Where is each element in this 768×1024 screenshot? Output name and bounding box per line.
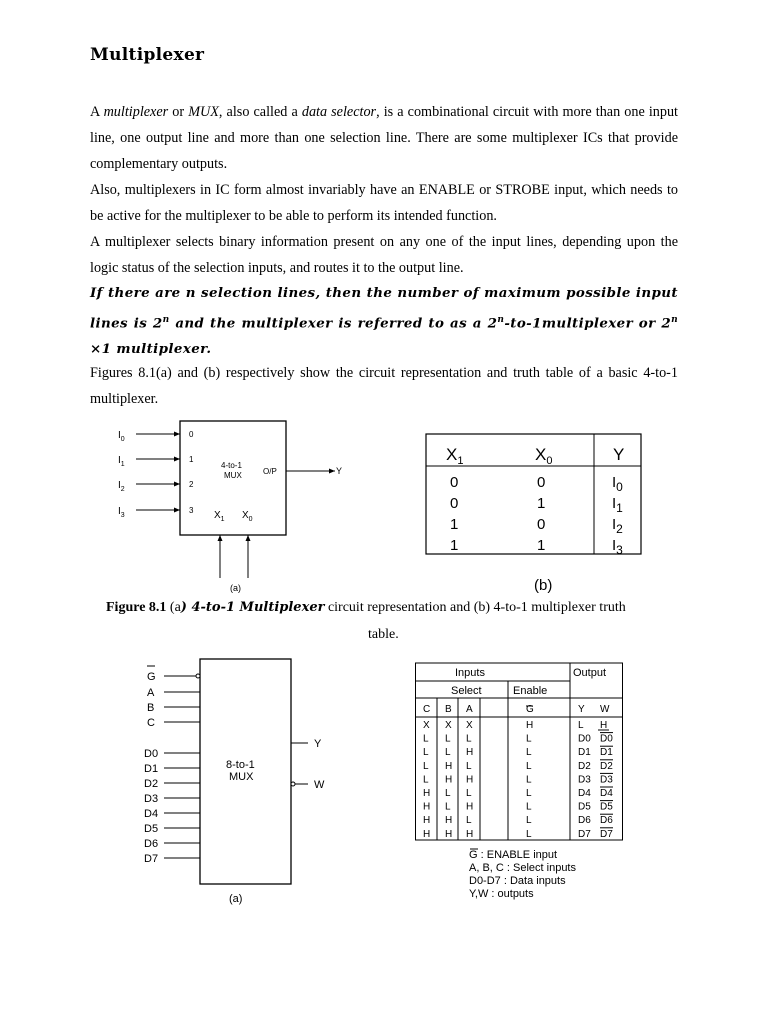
input-i3-label: $I_3$: [118, 506, 125, 519]
header-inputs: Inputs: [455, 667, 485, 679]
pin-1-label: 1: [189, 455, 194, 464]
output-w-inversion-bubble: [291, 782, 295, 786]
mux-input-lines: [136, 432, 180, 513]
table-cell: D4: [600, 788, 613, 799]
row2-x1: 0: [450, 495, 459, 512]
table-cell: D1: [578, 747, 591, 759]
table-row: [423, 773, 613, 785]
table-cell: L: [466, 760, 472, 772]
figure-8-2a-mux-diagram: [140, 655, 340, 910]
select-x0-label: $X_0$: [242, 510, 253, 523]
figure-8-1a-label: (a): [230, 583, 241, 593]
table-cell: L: [526, 828, 532, 840]
header-enable: Enable: [513, 685, 548, 697]
table-cell: H: [466, 801, 474, 813]
table-row: [423, 733, 613, 745]
header-y: Y: [613, 445, 625, 464]
mux8-input-lines: [164, 676, 200, 858]
output-y-label: Y: [336, 466, 343, 476]
input-b-label: B: [147, 702, 155, 714]
table-cell: L: [423, 774, 429, 786]
input-d3-label: D3: [144, 793, 159, 805]
table-cell: D5: [600, 801, 613, 813]
table-row: [423, 801, 613, 813]
table-cell: D5: [578, 801, 591, 813]
table-cell: D6: [600, 815, 613, 827]
header-x1: $X_1$: [446, 445, 464, 467]
table-cell: D7: [600, 828, 613, 840]
table-cell: L: [423, 733, 429, 745]
col-w: W: [600, 704, 610, 715]
col-g: G: [526, 704, 534, 715]
input-c-label: C: [147, 717, 155, 729]
figure-8-1b-truth-table: [425, 432, 645, 597]
body-text: [90, 99, 678, 281]
output-w-label: W: [314, 779, 325, 791]
pin-0-label: 0: [189, 430, 194, 439]
table-cell: H: [600, 720, 608, 731]
table-cell: L: [526, 788, 532, 799]
select-x1-arrow: [218, 535, 223, 541]
table-cell: D3: [600, 774, 613, 786]
table-cell: D2: [600, 760, 613, 772]
figure-8-2a-label: (a): [229, 893, 243, 905]
truth-table-frame: [426, 434, 641, 554]
table-cell: D2: [578, 760, 591, 772]
table-cell: H: [466, 774, 474, 786]
input-a-label: A: [147, 687, 155, 699]
input-d5-label: D5: [144, 823, 159, 835]
table-cell: D1: [600, 747, 613, 759]
function-table-column-headers: [423, 704, 610, 715]
legend-line-2: A, B, C : Select inputs: [469, 862, 576, 874]
table-cell: L: [445, 733, 451, 745]
table-cell: D4: [578, 788, 591, 799]
input-i0-label: $I_0$: [118, 430, 125, 443]
table-cell: L: [526, 774, 532, 786]
select-x0-arrow: [246, 535, 251, 541]
output-y-label: Y: [314, 738, 322, 750]
table-cell: L: [423, 747, 429, 759]
legend-line-3: D0-D7 : Data inputs: [469, 875, 566, 887]
row3-x1: 1: [450, 516, 459, 533]
legend-line-4: Y,W : outputs: [469, 888, 534, 900]
emphasis-paragraph: If there are n selection lines, then the number of maximum possible input lines is 2$^n$ and the multiplexer is referred to as a 2$^n$-to-1multiplexer or $2^n \times 1$ multiplexer.: [90, 285, 679, 358]
output-arrow: [329, 469, 335, 474]
table-cell: D0: [578, 733, 591, 745]
input-d2-label: D2: [144, 778, 159, 790]
table-cell: L: [526, 733, 532, 745]
mux8-label-line2: MUX: [229, 771, 254, 783]
table-row: [423, 720, 609, 731]
header-x0: $X_0$: [535, 445, 553, 467]
table-cell: L: [466, 788, 472, 799]
paragraph-4: Figures 8.1(a) and (b) respectively show the circuit representation and truth table of a basic 4-to-1 multiplexer.: [90, 365, 678, 407]
table-cell: L: [445, 801, 451, 813]
table-cell: H: [423, 828, 431, 840]
table-cell: X: [466, 720, 473, 731]
table-cell: L: [423, 760, 429, 772]
table-cell: L: [466, 815, 472, 827]
row4-x1: 1: [450, 537, 459, 554]
select-x1-label: $X_1$: [214, 510, 225, 523]
header-output: Output: [573, 667, 607, 679]
pin-3-label: 3: [189, 506, 194, 515]
input-g-label: G: [147, 671, 156, 683]
output-op-label: O/P: [263, 467, 277, 476]
table-cell: X: [445, 720, 452, 731]
block-label-line1: 4-to-1: [221, 461, 242, 470]
table-cell: L: [466, 733, 472, 745]
input-d7-label: D7: [144, 853, 159, 865]
table-cell: L: [445, 747, 451, 759]
table-cell: L: [526, 801, 532, 813]
row1-x1: 0: [450, 474, 459, 491]
input-d4-label: D4: [144, 808, 159, 820]
paragraph-3: A multiplexer selects binary information present on any one of the input lines, depending upon the logic status of the selection inputs, and routes it to the output line.: [90, 234, 678, 276]
enable-inversion-bubble: [196, 674, 200, 678]
table-cell: H: [423, 801, 431, 813]
block-label-line2: MUX: [224, 471, 242, 480]
col-y: Y: [578, 704, 585, 715]
table-row: [423, 814, 613, 826]
input-d0-label: D0: [144, 748, 159, 760]
legend-line-1: G : ENABLE input: [469, 849, 558, 861]
row2-y: $I_1$: [612, 495, 623, 515]
table-cell: D3: [578, 774, 591, 786]
mux8-label-line1: 8-to-1: [226, 759, 255, 771]
row3-y: $I_2$: [612, 516, 623, 536]
row4-y: $I_3$: [612, 537, 623, 557]
table-row: [423, 746, 613, 758]
table-row: [423, 787, 613, 799]
row1-y: $I_0$: [612, 474, 623, 494]
row3-x0: 0: [537, 516, 546, 533]
table-cell: D6: [578, 815, 591, 827]
table-cell: L: [526, 747, 532, 759]
col-b: B: [445, 704, 452, 715]
input-i2-label: $I_2$: [118, 480, 125, 493]
paragraph-1: A multiplexer or MUX, also called a data selector, is a combinational circuit with more than one input line, one output line and more than one selection line. There are some multiplexer ICs that provide complementary outputs.: [90, 104, 679, 172]
table-cell: D0: [600, 733, 613, 745]
table-row: [423, 828, 613, 840]
table-cell: H: [423, 815, 431, 827]
input-d6-label: D6: [144, 838, 159, 850]
table-cell: H: [466, 828, 474, 840]
row4-x0: 1: [537, 537, 546, 554]
table-cell: H: [466, 747, 474, 759]
figure-8-1b-label: (b): [534, 577, 553, 594]
page-title: Multiplexer: [90, 45, 205, 65]
figure-8-1-caption: Figure 8.1 (a) 4-to-1 Multiplexer circuit representation and (b) 4-to-1 multiplexer truth: [106, 600, 626, 615]
table-cell: L: [578, 720, 584, 731]
table-cell: H: [445, 828, 453, 840]
input-d1-label: D1: [144, 763, 159, 775]
table-cell: L: [526, 760, 532, 772]
figure-8-1-caption-line2: table.: [368, 627, 399, 642]
paragraph-2: Also, multiplexers in IC form almost invariably have an ENABLE or STROBE input, which needs to be active for the multiplexer to be able to perform its intended function.: [90, 182, 678, 224]
table-cell: H: [423, 788, 431, 799]
table-cell: X: [423, 720, 430, 731]
pin-2-label: 2: [189, 480, 194, 489]
table-row: [423, 760, 613, 772]
table-cell: H: [526, 720, 534, 731]
table-cell: H: [445, 774, 453, 786]
row2-x0: 1: [537, 495, 546, 512]
function-table-rows: [423, 720, 613, 840]
table-cell: L: [445, 788, 451, 799]
figure-8-2b-function-table: [415, 662, 625, 906]
table-cell: L: [526, 815, 532, 827]
row1-x0: 0: [537, 474, 546, 491]
figure-8-1a-mux-diagram: [110, 415, 370, 600]
col-a: A: [466, 704, 473, 715]
table-cell: H: [445, 760, 453, 772]
table-cell: D7: [578, 828, 591, 840]
table-cell: H: [445, 815, 453, 827]
input-i1-label: $I_1$: [118, 455, 125, 468]
header-select: Select: [451, 685, 482, 697]
col-c: C: [423, 704, 431, 715]
